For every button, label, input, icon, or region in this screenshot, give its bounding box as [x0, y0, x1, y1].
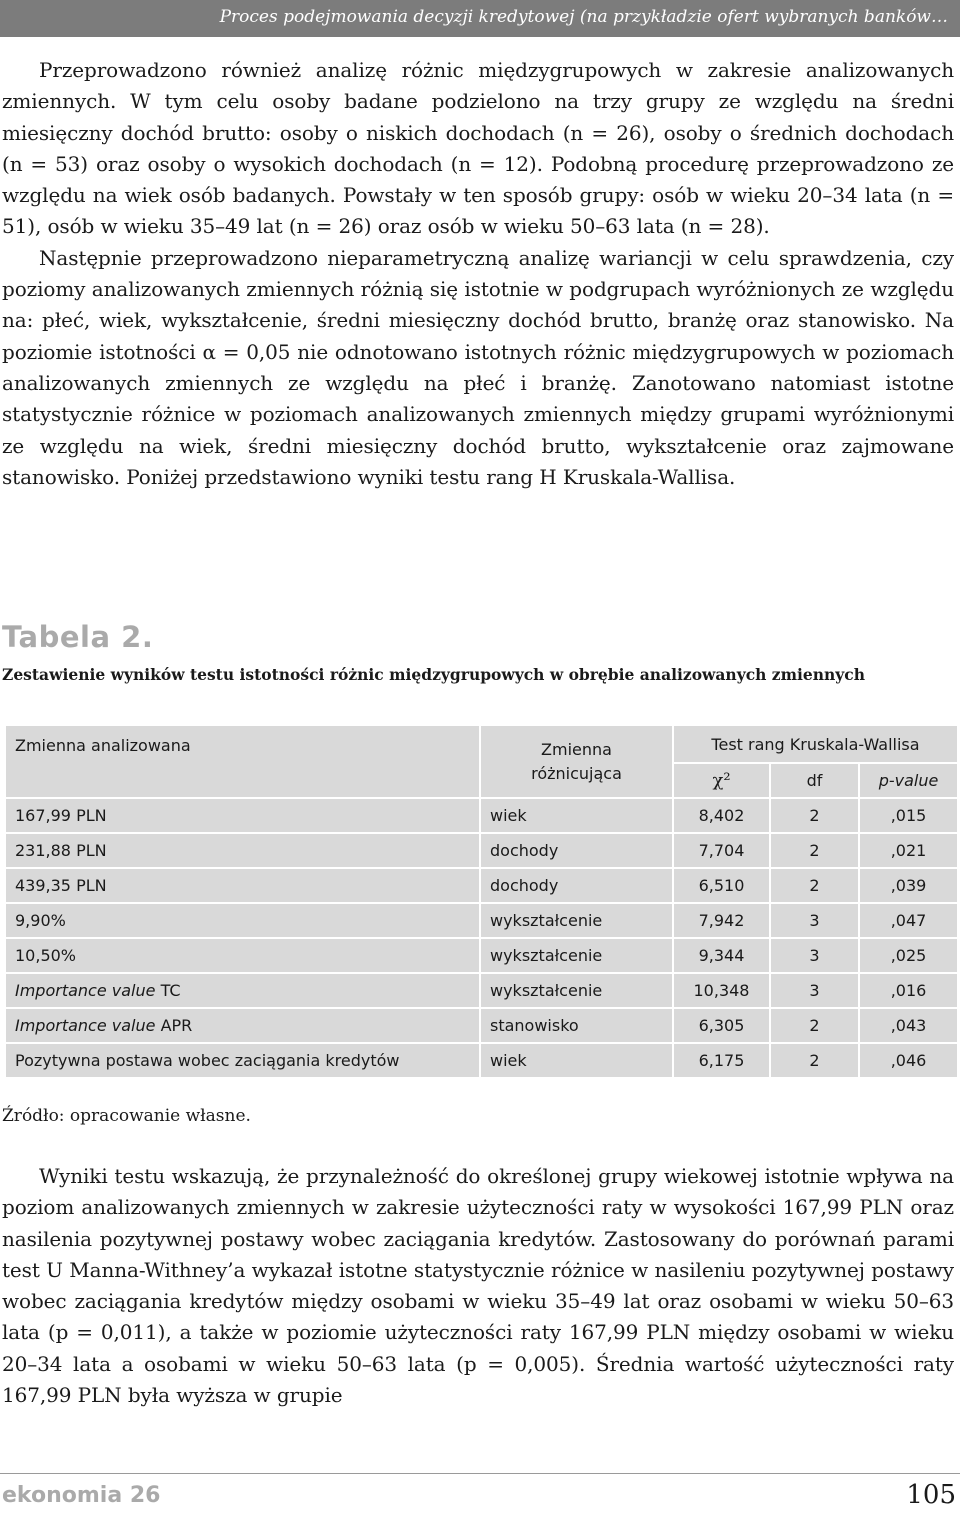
body-text-bottom [2, 1161, 954, 1411]
cell-df: 2 [770, 833, 859, 868]
footer-divider [0, 1473, 960, 1474]
results-table [4, 724, 959, 1079]
table-row [5, 1008, 958, 1043]
cell-grouping: stanowisko [480, 1008, 673, 1043]
cell-df: 2 [770, 1043, 859, 1078]
table-row [5, 903, 958, 938]
paragraph: Wyniki testu wskazują, że przynależność do określonej grupy wiekowej istotnie wpływa na poziom analizowanych zmiennych w zakresie użyteczności raty w wysokości 167,99 PLN oraz nasilenia pozytywnej postawy wobec zaciągania kredytów. Zastosowany do porównań parami test U Manna-Withney’a wykazał istotne statystycznie różnice w nasileniu pozytywnej postawy wobec zaciągania kredytów między osobami w wieku 35–49 lat oraz osobami w wieku 50–63 lata (p = 0,011), a także w poziomie użyteczności raty 167,99 PLN między osobami w wieku 20–34 lata a osobami w wieku 50–63 lata (p = 0,005). Średnia wartość użyteczności raty 167,99 PLN była wyższa w grupie [2, 1164, 954, 1408]
table-row [5, 868, 958, 903]
table-source: Źródło: opracowanie własne. [2, 1106, 251, 1126]
table-row [5, 833, 958, 868]
cell-variable: Importance value APR [5, 1008, 480, 1043]
cell-grouping: wiek [480, 798, 673, 833]
cell-grouping: wiek [480, 1043, 673, 1078]
cell-chi2: 10,348 [673, 973, 770, 1008]
cell-p: ,025 [859, 938, 958, 973]
cell-p: ,039 [859, 868, 958, 903]
header-variable: Zmienna analizowana [5, 725, 480, 798]
cell-variable: Importance value TC [5, 973, 480, 1008]
cell-df: 2 [770, 868, 859, 903]
paragraph: Przeprowadzono również analizę różnic międzygrupowych w zakresie analizowanych zmiennych. W tym celu osoby badane podzielono na trzy grupy ze względu na średni miesięczny dochód brutto: osoby o niskich dochodach (n = 26), osoby o średnich dochodach (n = 53) oraz osoby o wysokich dochodach (n = 12). Podobną procedurę przeprowadzono ze względu na wiek osób badanych. Powstały w ten sposób grupy: osób w wieku 20–34 lata (n = 51), osób w wieku 35–49 lat (n = 26) oraz osób w wieku 50–63 lata (n = 28). [2, 58, 954, 239]
cell-chi2: 6,305 [673, 1008, 770, 1043]
cell-chi2: 7,942 [673, 903, 770, 938]
cell-variable: 167,99 PLN [5, 798, 480, 833]
cell-p: ,046 [859, 1043, 958, 1078]
table-row [5, 973, 958, 1008]
cell-grouping: wykształcenie [480, 938, 673, 973]
cell-chi2: 7,704 [673, 833, 770, 868]
body-text-top [2, 55, 954, 493]
cell-variable: Pozytywna postawa wobec zaciągania kredytów [5, 1043, 480, 1078]
table-row [5, 798, 958, 833]
cell-df: 2 [770, 798, 859, 833]
running-header [0, 0, 960, 37]
header-chi2: χ² [673, 763, 770, 798]
cell-df: 3 [770, 973, 859, 1008]
cell-variable: 231,88 PLN [5, 833, 480, 868]
cell-p: ,047 [859, 903, 958, 938]
cell-df: 2 [770, 1008, 859, 1043]
cell-chi2: 8,402 [673, 798, 770, 833]
cell-grouping: dochody [480, 868, 673, 903]
cell-df: 3 [770, 903, 859, 938]
cell-chi2: 6,510 [673, 868, 770, 903]
cell-variable: 10,50% [5, 938, 480, 973]
cell-p: ,015 [859, 798, 958, 833]
cell-grouping: wykształcenie [480, 903, 673, 938]
header-df: df [770, 763, 859, 798]
table-row [5, 1043, 958, 1078]
cell-chi2: 9,344 [673, 938, 770, 973]
header-test: Test rang Kruskala-Wallisa [673, 725, 958, 763]
paragraph: Następnie przeprowadzono nieparametryczną analizę wariancji w celu sprawdzenia, czy poziomy analizowanych zmiennych różnią się istotnie w podgrupach wyróżnionych ze względu na: płeć, wiek, wykształcenie, średni miesięczny dochód brutto, branżę oraz stanowisko. Na poziomie istotności α = 0,05 nie odnotowano istotnych różnic międzygrupowych w poziomach analizowanych zmiennych ze względu na płeć i branżę. Zanotowano natomiast istotne statystycznie różnice w poziomach analizowanych zmiennych między grupami wyróżnionymi ze względu na wiek, średni miesięczny dochód brutto, wykształcenie oraz zajmowane stanowisko. Poniżej przedstawiono wyniki testu rang H Kruskala-Wallisa. [2, 245, 954, 489]
cell-chi2: 6,175 [673, 1043, 770, 1078]
table-caption: Zestawienie wyników testu istotności różnic międzygrupowych w obrębie analizowanych zmiennych [2, 665, 866, 684]
header-grouping: Zmienna różnicująca [480, 725, 673, 798]
cell-variable: 439,35 PLN [5, 868, 480, 903]
cell-df: 3 [770, 938, 859, 973]
header-p: p-value [859, 763, 958, 798]
cell-p: ,043 [859, 1008, 958, 1043]
cell-p: ,021 [859, 833, 958, 868]
cell-p: ,016 [859, 973, 958, 1008]
page-number: 105 [906, 1480, 956, 1510]
cell-grouping: dochody [480, 833, 673, 868]
cell-grouping: wykształcenie [480, 973, 673, 1008]
table-label: Tabela 2. [2, 620, 154, 654]
journal-name: ekonomia 26 [2, 1483, 161, 1508]
running-title: Proces podejmowania decyzji kredytowej (na przykładzie ofert wybranych banków… [219, 7, 948, 27]
cell-variable: 9,90% [5, 903, 480, 938]
table-row [5, 938, 958, 973]
